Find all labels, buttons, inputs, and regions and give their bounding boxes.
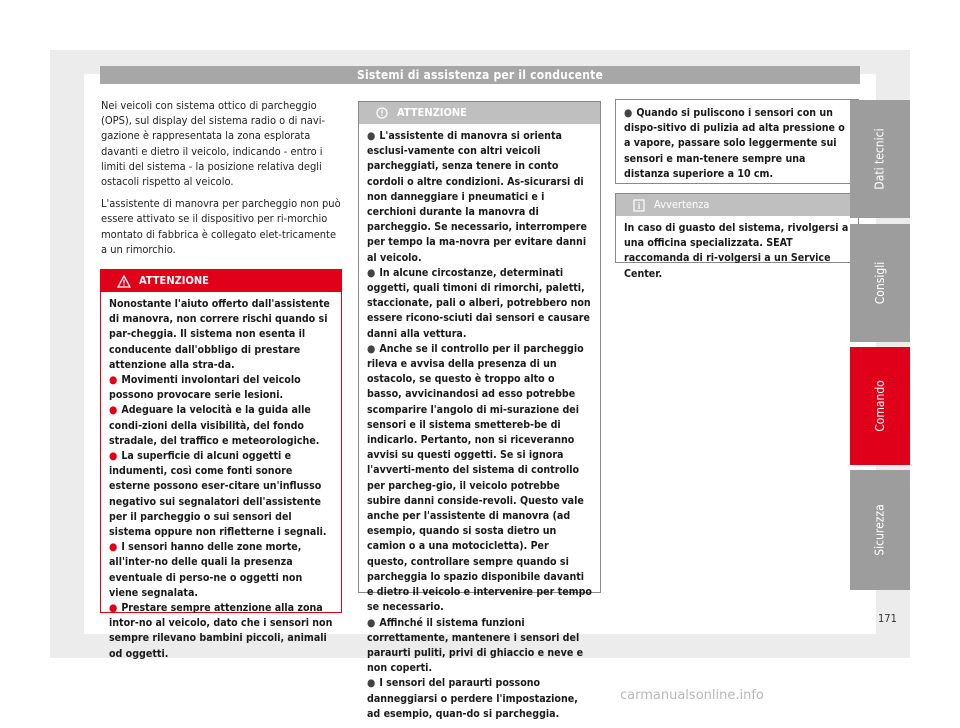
intro-paragraph-2: L'assistente di manovra per parcheggio non può essere attivato se il dispositivo per ri-morchio montato di fabbrica è collegato elet-tricamente a un rimorchio. bbox=[101, 197, 341, 256]
section-header: Sistemi di assistenza per il conducente bbox=[100, 66, 860, 84]
list-item: ● I sensori hanno delle zone morte, all'inter-no delle quali la presenza eventuale di perso-ne o oggetti non viene segnalata. bbox=[109, 541, 303, 599]
list-item: ● La superficie di alcuni oggetti e indumenti, così come fonti sonore esterne possono eser-citare un'influsso negativo sui segnalatori dell'assistente per il parcheggio o sui sensori del sistema oppure non rifletterne i segnali. bbox=[109, 450, 327, 539]
note-text: In caso di guasto del sistema, rivolgersi a una officina specializzata. SEAT raccomanda di ri-volgersi a un Service Center. bbox=[624, 222, 849, 280]
tab-comando[interactable]: Comando bbox=[850, 347, 910, 465]
note-icon bbox=[628, 199, 650, 212]
info-icon bbox=[371, 107, 393, 119]
warning-box-1-lead: Nonostante l'aiuto offerto dall'assistente di manovra, non correre rischi quando si par-cheggia. Il sistema non esenta il conducente dall'obbligo di prestare attenzione alla stra-da. bbox=[109, 298, 330, 371]
list-item: ● I sensori del paraurti possono danneggiarsi o perdere l'impostazione, ad esempio, quan-do si parcheggia. bbox=[367, 677, 578, 720]
list-item: ● Affinché il sistema funzioni correttamente, mantenere i sensori del paraurti puliti, privi di ghiaccio e neve e non coperti. bbox=[367, 616, 584, 675]
warning-box-1 bbox=[100, 269, 342, 660]
list-item: ● Quando si puliscono i sensori con un dispo-sitivo di pulizia ad alta pressione o a vapore, passare solo leggermente sui sensori e man-tenere sempre una distanza superiore a 10 cm. bbox=[624, 107, 845, 180]
warning-box-2-header bbox=[359, 102, 600, 124]
note-box-header bbox=[616, 194, 858, 216]
watermark: carmanualsonline.info bbox=[620, 688, 764, 703]
intro-paragraph-1: Nei veicoli con sistema ottico di parcheggio (OPS), sul display del sistema radio o di navi-gazione è rappresentata la zona esplorata davanti e dietro il veicolo, indicando - entro i limiti del sistema - la posizione relativa degli ostacoli rispetto al veicolo. bbox=[101, 99, 326, 189]
warning-box-1-header bbox=[101, 270, 341, 292]
warning-box-2-title: ATTENZIONE bbox=[397, 106, 467, 119]
list-item: ● Prestare sempre attenzione alla zona intor-no al veicolo, dato che i sensori non sempre rilevano bambini piccoli, animali od oggetti. bbox=[109, 602, 333, 660]
page-number: 171 bbox=[878, 612, 897, 625]
tab-dati-tecnici[interactable]: Dati tecnici bbox=[850, 100, 910, 218]
list-item: ● Anche se il controllo per il parcheggio rileva e avvisa della presenza di un ostacolo, se questo è troppo alto o basso, avvicinandosi ad esso potrebbe scomparire l'angolo di mi-surazione dei sensori e il sistema smettereb-be di indicarlo. Pertanto, non si riceveranno avvisi su questi oggetti. Se si ignora l'avverti-mento del sistema di controllo per parcheg-gio, il veicolo potrebbe subire danni conside-revoli. Questo vale anche per l'assistente di manovra (ad esempio, quando si sosta dietro un camion o a una motocicletta). Per questo, controllare sempre quando si parcheggia lo spazio disponibile davanti e dietro il veicolo e intervenire per tempo se necessario. bbox=[367, 342, 592, 614]
list-item: ● In alcune circostanze, determinati oggetti, quali timoni di rimorchi, paletti, staccionate, pali o alberi, potrebbero non essere ricono-sciuti dai sensori e causare danni alla vettura. bbox=[367, 266, 591, 340]
note-box-title: Avvertenza bbox=[654, 198, 710, 211]
list-item: ● L'assistente di manovra si orienta esclusi-vamente con altri veicoli parcheggiati, senza tenere in conto cordoli o altre condizioni. As-sicurarsi di non danneggiare i pneumatici e i cerchioni durante la manovra di parcheggio. Se necessario, interrompere per tempo la ma-novra per evitare danni al veicolo. bbox=[367, 130, 587, 264]
warning-box-2 bbox=[358, 101, 601, 720]
warning-triangle-icon bbox=[113, 275, 135, 288]
tab-sicurezza[interactable]: Sicurezza bbox=[850, 470, 910, 590]
note-box bbox=[615, 193, 859, 280]
list-item: ● Adeguare la velocità e la guida alle condi-zioni della visibilità, del fondo stradale, del traffico e meteorologiche. bbox=[109, 404, 320, 447]
warning-box-1-title: ATTENZIONE bbox=[139, 274, 209, 287]
list-item: ● Movimenti involontari del veicolo possono provocare serie lesioni. bbox=[109, 374, 301, 402]
continued-box bbox=[615, 99, 859, 184]
tab-consigli[interactable]: Consigli bbox=[850, 224, 910, 342]
intro-text bbox=[101, 98, 345, 264]
